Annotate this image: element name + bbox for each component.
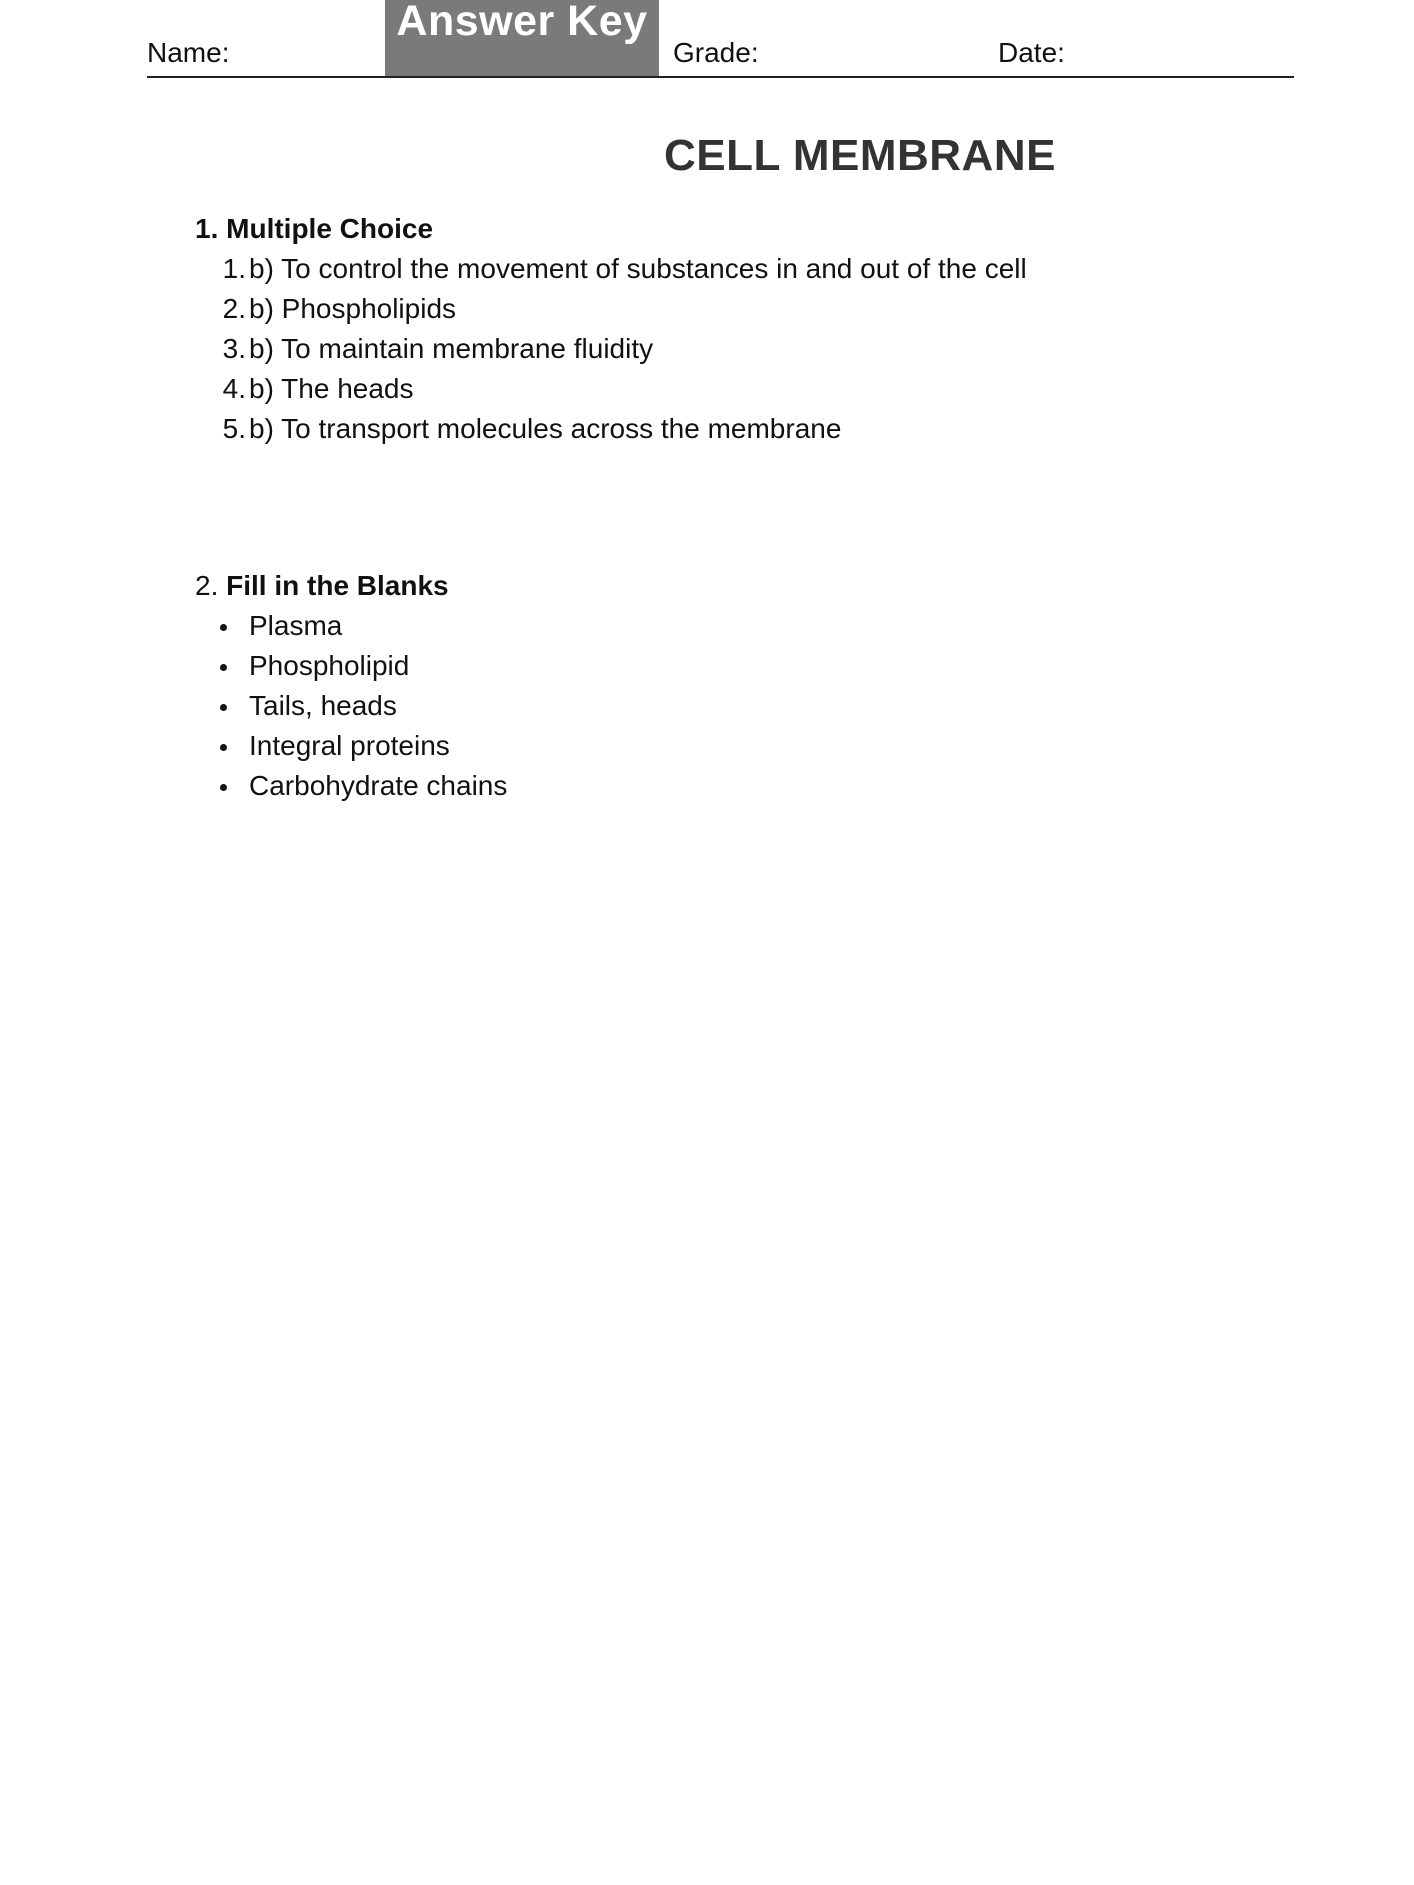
answer-text: b) To maintain membrane fluidity	[249, 333, 654, 364]
answer-text: Phospholipid	[249, 650, 410, 681]
answer-text: b) To transport molecules across the membrane	[249, 413, 842, 444]
answer-text: Tails, heads	[249, 690, 397, 721]
date-label: Date:	[998, 37, 1065, 68]
answer-text: Carbohydrate chains	[249, 770, 508, 801]
bullet-icon	[220, 704, 227, 711]
name-label: Name:	[147, 37, 230, 68]
section-heading-multiple-choice	[195, 212, 433, 246]
item-number: 3.	[222, 333, 246, 364]
answer-text: Integral proteins	[249, 730, 450, 761]
answer-text: b) Phospholipids	[249, 293, 457, 324]
item-number: 4.	[222, 373, 246, 404]
item-number: 2.	[222, 293, 246, 324]
item-number: 1.	[222, 253, 246, 284]
section-title: Fill in the Blanks	[226, 570, 449, 601]
page-title: CELL MEMBRANE	[664, 131, 1056, 180]
bullet-icon	[220, 624, 227, 631]
section-title: Multiple Choice	[226, 213, 434, 244]
answer-text: Plasma	[249, 610, 343, 641]
section-heading-fill-in-the-blanks	[195, 569, 449, 603]
grade-label: Grade:	[673, 37, 759, 68]
section-number: 1.	[195, 213, 219, 244]
bullet-icon	[220, 744, 227, 751]
bullet-icon	[220, 664, 227, 671]
bullet-icon	[220, 784, 227, 791]
answer-key-banner: Answer Key	[385, 0, 659, 76]
item-number: 5.	[222, 413, 246, 444]
answer-text: b) To control the movement of substances in and out of the cell	[249, 253, 1027, 284]
section-number: 2.	[195, 570, 219, 601]
answer-text: b) The heads	[249, 373, 414, 404]
worksheet-header	[147, 0, 1294, 78]
